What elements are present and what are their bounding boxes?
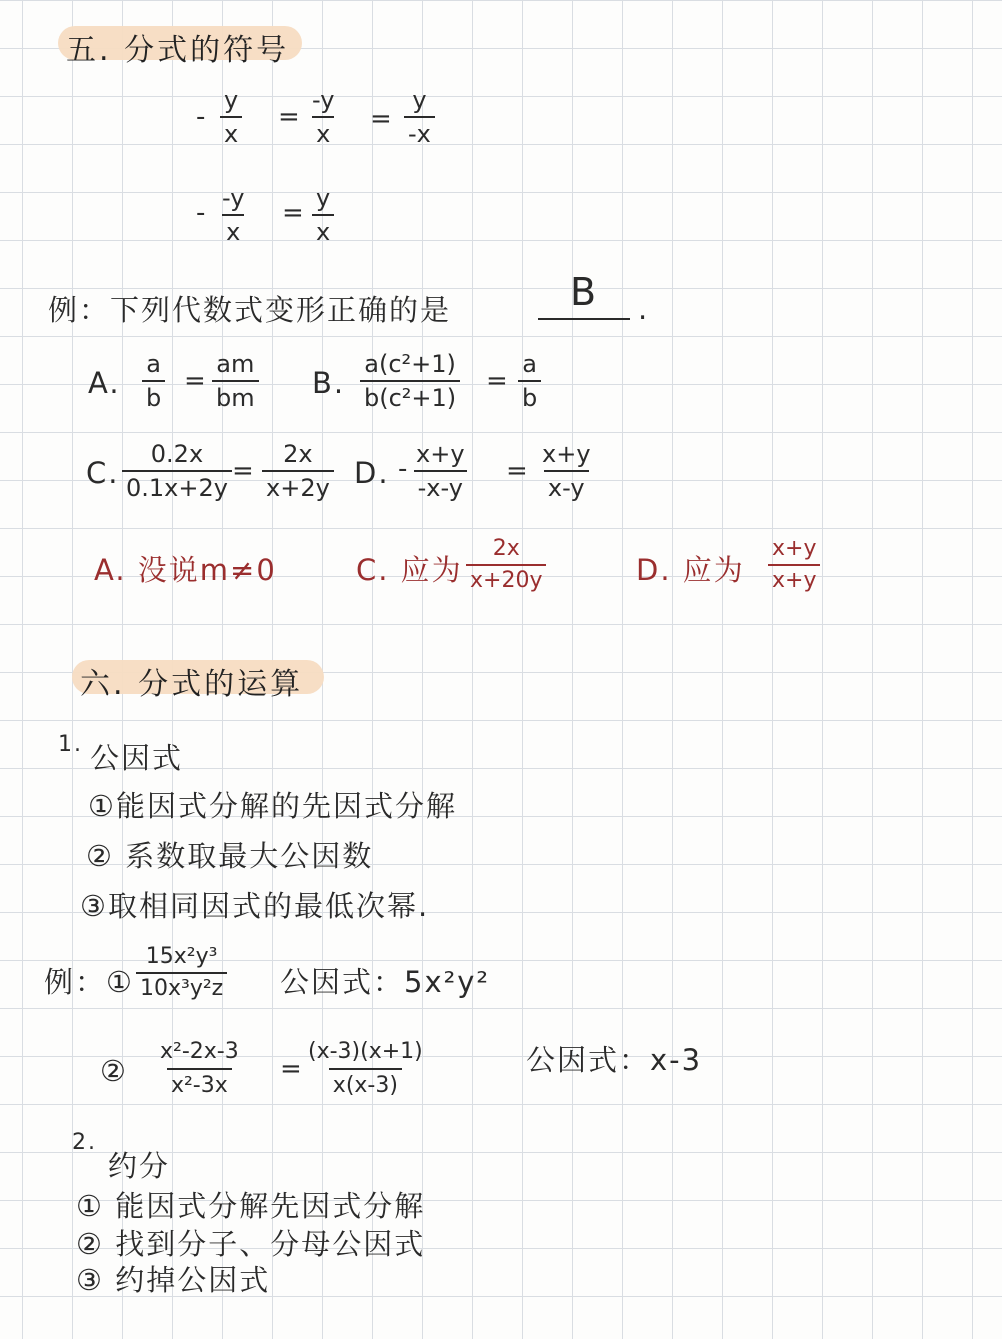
option-a-right-fraction: $\frac{am}{bm}$: [212, 350, 259, 412]
item2-step-2: ② 找到分子、分母公因式: [76, 1227, 426, 1261]
note-d-prefix: D. 应为: [636, 553, 745, 587]
section5-title: 五. 分式的符号: [66, 33, 290, 68]
note-d-fraction: $\frac{x+y}{x+y}$: [768, 536, 820, 594]
note-c-fraction: $\frac{2x}{x+20y}$: [466, 536, 546, 594]
item1-number: 1.: [58, 732, 83, 757]
item1-step-2: ② 系数取最大公因数: [86, 839, 374, 873]
example2-note: 公因式：x-3: [526, 1043, 703, 1077]
item2-step-1: ① 能因式分解先因式分解: [76, 1189, 426, 1223]
eq1-equals-b: =: [370, 104, 392, 134]
eq1-minus: -: [196, 102, 206, 132]
option-b-right-fraction: $\frac{a}{b}$: [518, 350, 541, 412]
option-c-equals: =: [232, 456, 254, 486]
section6-title: 六. 分式的运算: [80, 667, 304, 702]
example2-equals: =: [280, 1054, 302, 1084]
item1-example-label: 例：①: [44, 965, 134, 999]
example2-right-fraction: $\frac{(x-3)(x+1)}{x(x-3)}$: [308, 1039, 423, 1098]
note-a: A. 没说m≠0: [94, 553, 277, 587]
eq2-fraction-left: $\frac{-y}{x}$: [222, 184, 245, 246]
option-d-right-fraction: $\frac{x+y}{x-y}$: [542, 440, 591, 502]
eq1-equals-a: =: [278, 102, 300, 132]
prompt-period: .: [638, 292, 650, 326]
example2-left-fraction: $\frac{\text{x²-2x-3}}{\text{x²-3x}}$: [160, 1039, 239, 1098]
example-prompt: 例：下列代数式变形正确的是: [48, 293, 452, 327]
option-b-equals: =: [486, 366, 508, 396]
option-d-label: D.: [354, 456, 390, 490]
answer-blank-line: [538, 316, 630, 320]
option-d-equals: =: [506, 456, 528, 486]
example1-note: 公因式：5x²y²: [280, 965, 491, 999]
item1-step-3: ③取相同因式的最低次幂.: [80, 889, 430, 923]
option-c-label: C.: [86, 456, 120, 490]
item2-step-3: ③ 约掉公因式: [76, 1263, 271, 1297]
example-answer: B: [570, 270, 597, 314]
eq2-fraction-right: $\frac{y}{x}$: [312, 184, 334, 246]
item2-title: 约分: [108, 1149, 171, 1183]
option-c-left-fraction: $\frac{0.2x}{0.1x+2y}$: [122, 440, 232, 502]
option-b-label: B.: [312, 366, 346, 400]
option-a-label: A.: [88, 366, 121, 400]
eq1-fraction-right: $\frac{y}{-x}$: [404, 86, 435, 148]
example1-fraction: $\frac{\text{15x²y³}}{\text{10x³y²z}}$: [136, 944, 227, 1002]
item1-step-1: ①能因式分解的先因式分解: [88, 789, 457, 823]
option-a-left-fraction: $\frac{a}{b}$: [142, 350, 165, 412]
note-c-prefix: C. 应为: [356, 553, 463, 587]
eq1-fraction-left: $\frac{y}{x}$: [220, 86, 242, 148]
option-d-left-fraction: $\frac{x+y}{-x-y}$: [412, 440, 469, 502]
eq2-equals: =: [282, 198, 304, 228]
example2-label: ②: [100, 1054, 128, 1088]
option-b-left-fraction: $\frac{\text{a(c²+1)}}{\text{b(c²+1)}}$: [360, 350, 460, 412]
eq2-minus: -: [196, 198, 206, 228]
item2-number: 2.: [72, 1130, 97, 1155]
eq1-fraction-middle: $\frac{-y}{x}$: [312, 86, 335, 148]
item1-title: 公因式: [90, 741, 184, 775]
option-d-minus: -: [398, 454, 408, 484]
option-a-equals: =: [184, 366, 206, 396]
option-c-right-fraction: $\frac{2x}{x+2y}$: [262, 440, 334, 502]
